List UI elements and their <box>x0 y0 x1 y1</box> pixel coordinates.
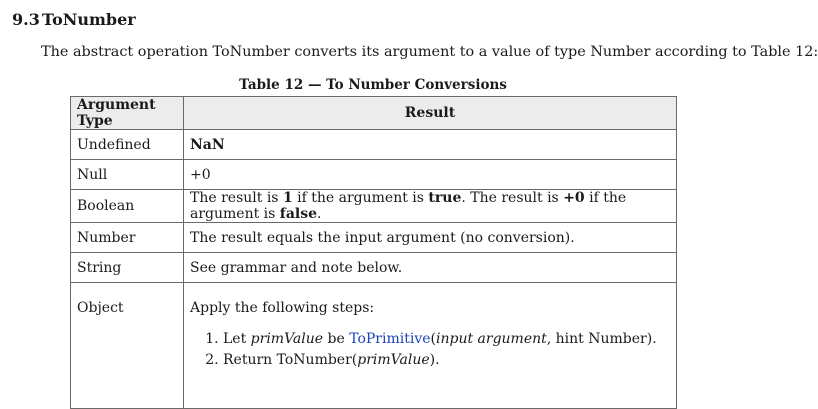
header-result: Result <box>184 97 677 130</box>
section-number: 9.3 <box>12 10 40 29</box>
table-header-row <box>71 97 677 130</box>
boolean-text-4: if the argument is <box>190 190 627 222</box>
boolean-text-2: if the argument is <box>292 190 429 206</box>
table-row <box>71 283 677 409</box>
step1-text-c: ( <box>430 331 436 347</box>
row-result-number: The result equals the input argument (no conversion). <box>184 223 677 253</box>
step1-var-primvalue: primValue <box>250 331 324 347</box>
table-row <box>71 130 677 160</box>
object-step-2 <box>223 350 670 371</box>
conversion-table <box>70 96 677 409</box>
object-steps-list <box>190 329 670 371</box>
boolean-text-1: The result is <box>190 190 283 206</box>
step2-var-primvalue: primValue <box>357 352 430 368</box>
row-result-null: +0 <box>184 160 677 190</box>
boolean-value-true: true <box>428 190 462 206</box>
table-row <box>71 223 677 253</box>
object-steps-lead: Apply the following steps: <box>190 300 375 316</box>
toprimitive-link[interactable]: ToPrimitive <box>349 331 431 347</box>
step2-text-a: Return ToNumber( <box>223 352 358 368</box>
header-argument-type: Argument Type <box>71 97 184 130</box>
object-step-1 <box>223 329 670 350</box>
boolean-text-5: . <box>317 206 322 222</box>
table-row <box>71 160 677 190</box>
row-type-boolean: Boolean <box>71 190 184 223</box>
step1-text-a: Let <box>223 331 251 347</box>
table-row <box>71 253 677 283</box>
boolean-value-plus-zero: +0 <box>563 190 585 206</box>
step1-text-d: , hint Number). <box>546 331 657 347</box>
section-heading <box>12 10 136 29</box>
row-type-number: Number <box>71 223 184 253</box>
row-result-undefined: NaN <box>184 130 677 160</box>
table-row <box>71 190 677 223</box>
row-type-undefined: Undefined <box>71 130 184 160</box>
step1-var-input-argument: input argument <box>435 331 547 347</box>
boolean-value-one: 1 <box>282 190 293 206</box>
row-result-string: See grammar and note below. <box>184 253 677 283</box>
section-title: ToNumber <box>42 10 136 29</box>
boolean-text-3: . The result is <box>461 190 564 206</box>
boolean-value-false: false <box>279 206 317 222</box>
intro-paragraph: The abstract operation ToNumber converts its argument to a value of type Number according to Table 12: <box>41 44 818 60</box>
row-type-null: Null <box>71 160 184 190</box>
table-caption: Table 12 — To Number Conversions <box>239 77 507 93</box>
row-result-boolean <box>184 190 677 223</box>
step2-text-b: ). <box>429 352 440 368</box>
row-type-string: String <box>71 253 184 283</box>
step1-text-b: be <box>323 331 350 347</box>
row-type-object: Object <box>71 283 184 409</box>
row-result-object <box>184 283 677 409</box>
